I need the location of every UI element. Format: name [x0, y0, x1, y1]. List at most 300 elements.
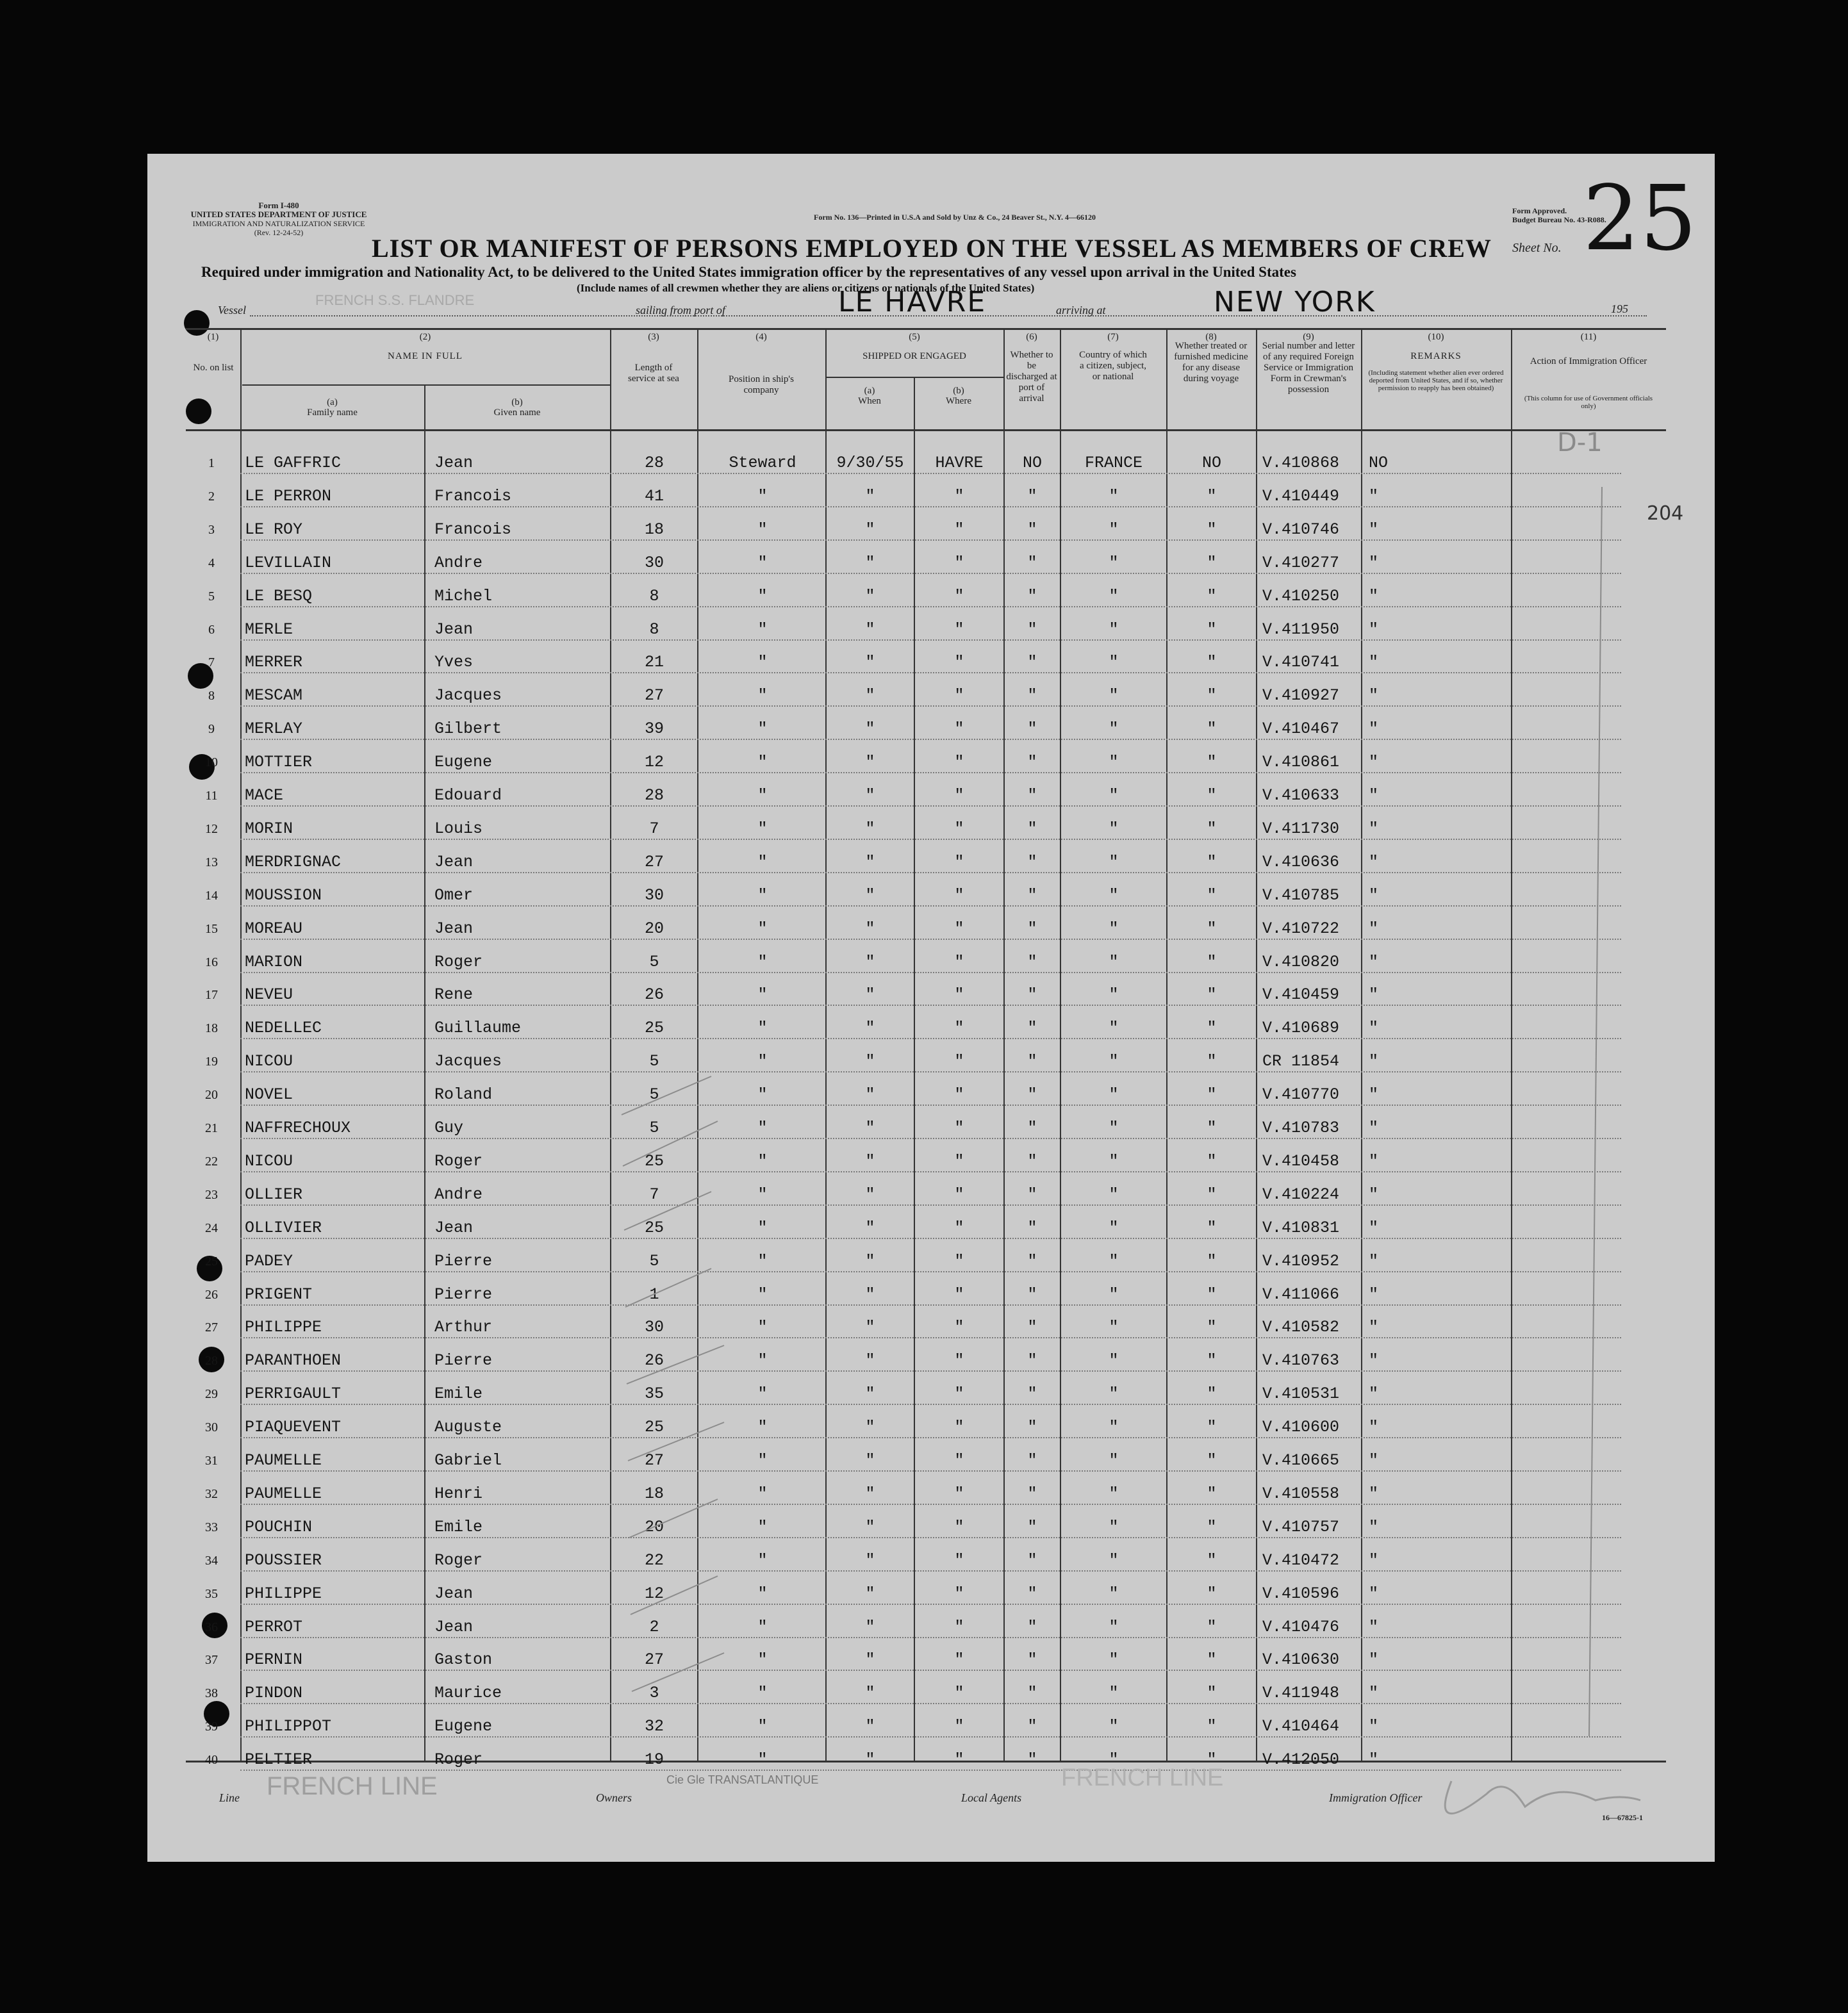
given-name: Jean	[434, 620, 474, 639]
discharged: "	[1027, 1550, 1037, 1570]
family-name: MERLE	[245, 620, 293, 639]
serial-number: V.410770	[1262, 1085, 1340, 1105]
col10-note: (Including statement whether alien ever ordered deported from United States, and if so, whether permission to reapply has been obtained)	[1368, 369, 1504, 392]
given-name: Auguste	[434, 1418, 502, 1437]
row-number: 20	[205, 1088, 218, 1103]
family-name: NAFFRECHOUX	[245, 1119, 351, 1137]
position: "	[757, 1218, 768, 1237]
serial-number: V.410596	[1262, 1584, 1340, 1603]
position: "	[757, 985, 768, 1005]
service-years: 25	[644, 1418, 664, 1437]
row-number: 9	[208, 722, 215, 737]
family-name: PERRIGAULT	[245, 1384, 342, 1404]
position: "	[757, 586, 768, 605]
service-years: 26	[644, 1351, 664, 1370]
serial-number: V.411948	[1262, 1684, 1340, 1703]
remarks: "	[1369, 819, 1379, 838]
service-years: 18	[644, 1484, 664, 1503]
form-code: 16—67825-1	[1602, 1813, 1643, 1822]
serial-number: CR 11854	[1262, 1052, 1340, 1071]
country: "	[1109, 1451, 1119, 1470]
position: "	[757, 1750, 768, 1770]
remarks: "	[1369, 1285, 1379, 1304]
position: "	[757, 1550, 768, 1570]
country: "	[1109, 919, 1119, 938]
treated: "	[1207, 1384, 1217, 1404]
remarks: "	[1369, 1750, 1379, 1770]
family-name: PELTIER	[245, 1750, 313, 1770]
shipped-when: "	[865, 1484, 875, 1503]
vessel-name: FRENCH S.S. FLANDRE	[315, 292, 475, 308]
remarks: "	[1369, 1650, 1379, 1670]
service-years: 27	[644, 1451, 664, 1470]
treated: "	[1207, 1119, 1217, 1137]
treated: "	[1207, 1418, 1217, 1437]
position: "	[757, 1251, 768, 1270]
discharged: "	[1027, 1119, 1037, 1137]
discharged: "	[1027, 1684, 1037, 1703]
family-name: MOREAU	[245, 919, 303, 938]
country: "	[1109, 586, 1119, 605]
discharged: "	[1027, 719, 1037, 739]
discharged: "	[1027, 1617, 1037, 1636]
shipped-when: "	[865, 686, 875, 705]
row-number: 12	[205, 821, 218, 836]
shipped-when: "	[865, 852, 875, 871]
remarks: "	[1369, 852, 1379, 871]
country: "	[1109, 1550, 1119, 1570]
owners-label: Owners	[596, 1791, 632, 1804]
budget-bureau: Budget Bureau No. 43-R088.	[1512, 215, 1606, 224]
discharged: "	[1027, 985, 1037, 1005]
shipped-when: "	[865, 1684, 875, 1703]
col2-number: (2)	[419, 332, 431, 342]
shipped-when: 9/30/55	[836, 454, 904, 472]
officer-label: Immigration Officer	[1329, 1791, 1423, 1804]
row-number: 5	[208, 589, 215, 604]
treated: "	[1207, 1717, 1217, 1736]
given-name: Jean	[434, 1617, 474, 1636]
service-years: 5	[649, 1119, 659, 1137]
row-number: 35	[205, 1586, 218, 1601]
service-years: 30	[644, 885, 664, 905]
family-name: MACE	[245, 786, 284, 805]
row-number: 37	[205, 1653, 218, 1668]
col1-header: No. on list	[193, 363, 234, 373]
col4-header: Position in ship's company	[729, 374, 794, 395]
discharged: "	[1027, 1285, 1037, 1304]
remarks: "	[1369, 885, 1379, 905]
row-number: 34	[205, 1553, 218, 1568]
family-name: PAUMELLE	[245, 1451, 322, 1470]
row-number: 15	[205, 921, 218, 936]
serial-number: V.410476	[1262, 1617, 1340, 1636]
remarks: "	[1369, 919, 1379, 938]
service-years: 12	[644, 753, 664, 772]
serial-number: V.410582	[1262, 1318, 1340, 1337]
family-name: LEVILLAIN	[245, 553, 332, 572]
side-number: 204	[1647, 502, 1684, 525]
discharged: "	[1027, 1185, 1037, 1204]
row-number: 21	[205, 1121, 218, 1135]
shipped-when: "	[865, 1318, 875, 1337]
service-years: 27	[644, 686, 664, 705]
service-years: 19	[644, 1750, 664, 1770]
country: "	[1109, 1019, 1119, 1038]
department: UNITED STATES DEPARTMENT OF JUSTICE	[190, 210, 367, 219]
remarks: "	[1369, 1119, 1379, 1137]
service-years: 20	[644, 1517, 664, 1536]
family-name: LE PERRON	[245, 486, 332, 505]
discharged: "	[1027, 1251, 1037, 1270]
treated: "	[1207, 819, 1217, 838]
family-name: PARANTHOEN	[245, 1351, 342, 1370]
shipped-where: "	[954, 985, 964, 1005]
shipped-where: "	[954, 1185, 964, 1204]
col5a-letter: (a)	[864, 386, 875, 396]
treated: "	[1207, 753, 1217, 772]
shipped-when: "	[865, 486, 875, 505]
country: "	[1109, 1717, 1119, 1736]
position: "	[757, 952, 768, 971]
discharged: "	[1027, 952, 1037, 971]
treated: "	[1207, 985, 1217, 1005]
arriving-label: arriving at	[1056, 304, 1106, 316]
treated: "	[1207, 486, 1217, 505]
given-name: Francois	[434, 486, 512, 505]
shipped-when: "	[865, 819, 875, 838]
position: "	[757, 1717, 768, 1736]
family-name: LE ROY	[245, 520, 303, 539]
country: "	[1109, 1584, 1119, 1603]
discharged: "	[1027, 852, 1037, 871]
row-number: 16	[205, 955, 218, 969]
shipped-where: "	[954, 719, 964, 739]
country: "	[1109, 1484, 1119, 1503]
shipped-where: "	[954, 1285, 964, 1304]
col2a-letter: (a)	[327, 397, 338, 407]
treated: "	[1207, 1285, 1217, 1304]
remarks: "	[1369, 620, 1379, 639]
discharged: "	[1027, 885, 1037, 905]
sheet-number: 25	[1583, 167, 1697, 271]
shipped-where: "	[954, 1750, 964, 1770]
given-name: Louis	[434, 819, 483, 838]
family-name: NEDELLEC	[245, 1019, 322, 1038]
given-name: Roland	[434, 1085, 493, 1105]
treated: "	[1207, 1019, 1217, 1038]
country: "	[1109, 753, 1119, 772]
remarks: "	[1369, 952, 1379, 971]
serial-number: V.410785	[1262, 885, 1340, 905]
row-number: 30	[205, 1420, 218, 1435]
serial-number: V.410746	[1262, 520, 1340, 539]
service-years: 5	[649, 1052, 659, 1071]
family-name: PAUMELLE	[245, 1484, 322, 1503]
col3-header: Length of service at sea	[628, 363, 679, 384]
col5a-header: When	[858, 396, 881, 406]
remarks: "	[1369, 1318, 1379, 1337]
serial-number: V.411066	[1262, 1285, 1340, 1304]
country: "	[1109, 819, 1119, 838]
remarks: "	[1369, 1451, 1379, 1470]
shipped-where: "	[954, 1617, 964, 1636]
remarks: "	[1369, 719, 1379, 739]
country: "	[1109, 486, 1119, 505]
shipped-when: "	[865, 586, 875, 605]
position: "	[757, 686, 768, 705]
serial-number: V.410722	[1262, 919, 1340, 938]
discharged: "	[1027, 1650, 1037, 1670]
discharged: "	[1027, 1351, 1037, 1370]
country: "	[1109, 1418, 1119, 1437]
given-name: Gilbert	[434, 719, 502, 739]
shipped-where: "	[954, 919, 964, 938]
country: "	[1109, 1517, 1119, 1536]
family-name: NICOU	[245, 1052, 293, 1071]
position: "	[757, 1351, 768, 1370]
shipped-where: "	[954, 1119, 964, 1137]
agents-stamp: FRENCH LINE	[1061, 1764, 1224, 1791]
treated: "	[1207, 1318, 1217, 1337]
family-name: MERDRIGNAC	[245, 852, 342, 871]
officer-signature	[1445, 1781, 1640, 1814]
family-name: LE BESQ	[245, 586, 313, 605]
given-name: Roger	[434, 952, 483, 971]
service-years: 20	[644, 919, 664, 938]
shipped-when: "	[865, 1617, 875, 1636]
col4-number: (4)	[755, 332, 767, 342]
treated: "	[1207, 852, 1217, 871]
shipped-where: "	[954, 1085, 964, 1105]
sailing-label: sailing from port of	[636, 304, 725, 316]
given-name: Guy	[434, 1119, 464, 1137]
service-years: 30	[644, 1318, 664, 1337]
family-name: MARION	[245, 952, 303, 971]
serial-number: V.410459	[1262, 985, 1340, 1005]
service-years: 5	[649, 1085, 659, 1105]
country: "	[1109, 1285, 1119, 1304]
given-name: Emile	[434, 1384, 483, 1404]
country: "	[1109, 520, 1119, 539]
family-name: PADEY	[245, 1251, 293, 1270]
row-number: 22	[205, 1154, 218, 1169]
shipped-where: "	[954, 1351, 964, 1370]
row-number: 18	[205, 1021, 218, 1036]
given-name: Gaston	[434, 1650, 493, 1670]
shipped-when: "	[865, 653, 875, 672]
position: "	[757, 620, 768, 639]
serial-number: V.410467	[1262, 719, 1340, 739]
remarks: "	[1369, 586, 1379, 605]
service-years: 27	[644, 852, 664, 871]
col5b-letter: (b)	[953, 386, 964, 396]
service-years: 12	[644, 1584, 664, 1603]
serial-number: V.410250	[1262, 586, 1340, 605]
discharged: "	[1027, 553, 1037, 572]
discharged: "	[1027, 1517, 1037, 1536]
discharged: "	[1027, 1151, 1037, 1171]
serial-number: V.410927	[1262, 686, 1340, 705]
family-name: LE GAFFRIC	[245, 454, 342, 472]
discharged: "	[1027, 1318, 1037, 1337]
service-years: 18	[644, 520, 664, 539]
family-name: MOTTIER	[245, 753, 313, 772]
form-approved: Form Approved.	[1512, 206, 1567, 215]
position: "	[757, 1052, 768, 1071]
shipped-when: "	[865, 1351, 875, 1370]
row-number: 6	[208, 622, 215, 637]
service-years: 27	[644, 1650, 664, 1670]
row-number: 7	[208, 655, 215, 670]
shipped-when: "	[865, 1285, 875, 1304]
treated: "	[1207, 1684, 1217, 1703]
row-number: 14	[205, 888, 218, 903]
col7-header: Country of which a citizen, subject, or national	[1079, 350, 1147, 382]
service-years: 5	[649, 952, 659, 971]
service-years: 5	[649, 1251, 659, 1270]
shipped-when: "	[865, 985, 875, 1005]
discharged: "	[1027, 1019, 1037, 1038]
position: "	[757, 1517, 768, 1536]
row-number: 38	[205, 1686, 218, 1701]
shipped-when: "	[865, 1019, 875, 1038]
serial-number: V.410831	[1262, 1218, 1340, 1237]
treated: "	[1207, 919, 1217, 938]
shipped-when: "	[865, 1750, 875, 1770]
treated: "	[1207, 1351, 1217, 1370]
given-name: Henri	[434, 1484, 483, 1503]
position: "	[757, 1185, 768, 1204]
printer-note: Form No. 136—Printed in U.S.A and Sold by Unz & Co., 24 Beaver St., N.Y. 4—66120	[813, 213, 1096, 222]
country: "	[1109, 1750, 1119, 1770]
country: "	[1109, 1617, 1119, 1636]
position: "	[757, 819, 768, 838]
shipped-where: HAVRE	[935, 454, 984, 472]
serial-number: V.410277	[1262, 553, 1340, 572]
given-name: Jean	[434, 1218, 474, 1237]
shipped-where: "	[954, 753, 964, 772]
shipped-when: "	[865, 1085, 875, 1105]
family-name: PINDON	[245, 1684, 303, 1703]
row-number: 40	[205, 1753, 218, 1768]
discharged: "	[1027, 653, 1037, 672]
discharged: "	[1027, 786, 1037, 805]
treated: "	[1207, 1750, 1217, 1770]
shipped-where: "	[954, 885, 964, 905]
shipped-when: "	[865, 1650, 875, 1670]
country: "	[1109, 952, 1119, 971]
shipped-when: "	[865, 885, 875, 905]
serial-number: V.410689	[1262, 1019, 1340, 1038]
treated: "	[1207, 620, 1217, 639]
serial-number: V.411950	[1262, 620, 1340, 639]
shipped-where: "	[954, 1151, 964, 1171]
discharged: "	[1027, 586, 1037, 605]
service: IMMIGRATION AND NATURALIZATION SERVICE	[192, 219, 365, 228]
family-name: POUCHIN	[245, 1517, 313, 1536]
shipped-where: "	[954, 852, 964, 871]
given-name: Maurice	[434, 1684, 502, 1703]
discharged: NO	[1022, 454, 1042, 472]
country: "	[1109, 1151, 1119, 1171]
position: "	[757, 1085, 768, 1105]
remarks: "	[1369, 753, 1379, 772]
shipped-where: "	[954, 553, 964, 572]
serial-number: V.410665	[1262, 1451, 1340, 1470]
given-name: Guillaume	[434, 1019, 522, 1038]
shipped-when: "	[865, 1218, 875, 1237]
family-name: PERNIN	[245, 1650, 303, 1670]
discharged: "	[1027, 486, 1037, 505]
treated: "	[1207, 586, 1217, 605]
family-name: OLLIVIER	[245, 1218, 322, 1237]
shipped-where: "	[954, 1550, 964, 1570]
shipped-where: "	[954, 620, 964, 639]
shipped-where: "	[954, 786, 964, 805]
given-name: Pierre	[434, 1351, 493, 1370]
remarks: "	[1369, 1351, 1379, 1370]
service-years: 28	[644, 454, 664, 472]
country: "	[1109, 1218, 1119, 1237]
row-number: 2	[208, 489, 215, 504]
remarks: "	[1369, 1019, 1379, 1038]
family-name: NOVEL	[245, 1085, 293, 1105]
serial-number: V.410558	[1262, 1484, 1340, 1503]
family-name: MESCAM	[245, 686, 303, 705]
shipped-when: "	[865, 520, 875, 539]
given-name: Jean	[434, 454, 474, 472]
treated: "	[1207, 520, 1217, 539]
position: "	[757, 1650, 768, 1670]
shipped-when: "	[865, 786, 875, 805]
col8-header: Whether treated or furnished medicine for any disease during voyage	[1174, 341, 1248, 384]
col8-number: (8)	[1205, 332, 1217, 342]
service-years: 41	[644, 486, 664, 505]
pencil-line	[1589, 487, 1602, 1736]
remarks: "	[1369, 1052, 1379, 1071]
given-name: Michel	[434, 586, 493, 605]
page-title: LIST OR MANIFEST OF PERSONS EMPLOYED ON THE VESSEL AS MEMBERS OF CREW	[372, 234, 1492, 263]
treated: "	[1207, 719, 1217, 739]
treated: "	[1207, 885, 1217, 905]
shipped-where: "	[954, 1484, 964, 1503]
service-years: 39	[644, 719, 664, 739]
shipped-when: "	[865, 1584, 875, 1603]
discharged: "	[1027, 1052, 1037, 1071]
discharged: "	[1027, 1717, 1037, 1736]
row-number: 4	[208, 555, 215, 570]
col1-number: (1)	[207, 332, 219, 342]
shipped-when: "	[865, 753, 875, 772]
port-from: LE HAVRE	[838, 286, 987, 318]
col5b-header: Where	[946, 396, 971, 406]
serial-number: V.412050	[1262, 1750, 1340, 1770]
row-number: 25	[205, 1254, 218, 1269]
treated: "	[1207, 1085, 1217, 1105]
serial-number: V.410633	[1262, 786, 1340, 805]
discharged: "	[1027, 520, 1037, 539]
country: "	[1109, 686, 1119, 705]
given-name: Pierre	[434, 1285, 493, 1304]
family-name: POUSSIER	[245, 1550, 322, 1570]
serial-number: V.410757	[1262, 1517, 1340, 1536]
position: "	[757, 653, 768, 672]
country: "	[1109, 1185, 1119, 1204]
treated: "	[1207, 1584, 1217, 1603]
treated: "	[1207, 1218, 1217, 1237]
family-name: PHILIPPE	[245, 1318, 322, 1337]
